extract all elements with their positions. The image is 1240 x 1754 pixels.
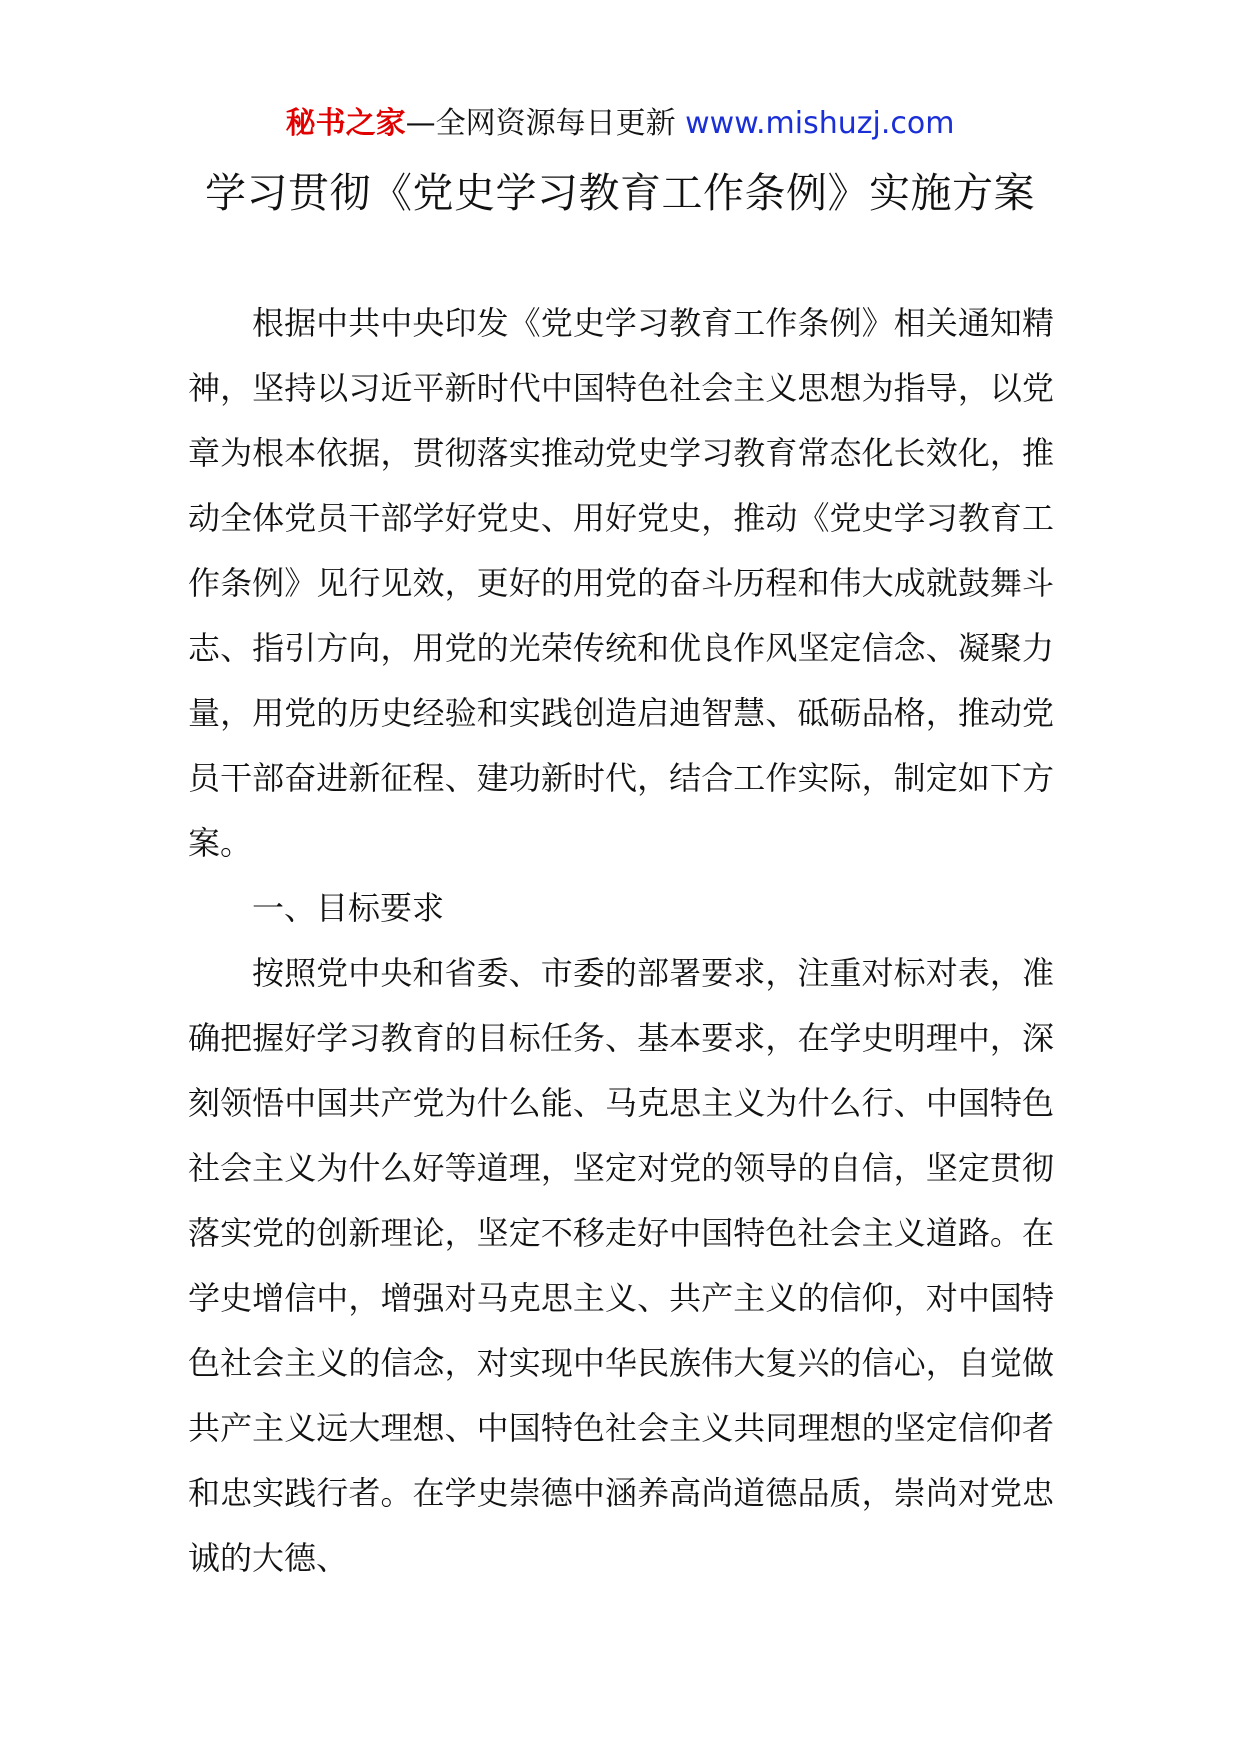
brand-name: 秘书之家 <box>285 106 406 141</box>
document-body <box>188 291 1054 1591</box>
banner-slogan: —全网资源每日更新 <box>405 106 686 141</box>
section-paragraph-goals: 按照党中央和省委、市委的部署要求，注重对标对表，准确把握好学习教育的目标任务、基本要求，在学史明理中，深刻领悟中国共产党为什么能、马克思主义为什么行、中国特色社会主义为什么好等道理，坚定对党的领导的自信，坚定贯彻落实党的创新理论，坚定不移走好中国特色社会主义道路。在学史增信中，增强对马克思主义、共产主义的信仰，对中国特色社会主义的信念，对实现中华民族伟大复兴的信心，自觉做共产主义远大理想、中国特色社会主义共同理想的坚定信仰者和忠实践行者。在学史崇德中涵养高尚道德品质，崇尚对党忠诚的大德、 <box>188 954 1054 1577</box>
intro-paragraph: 根据中共中央印发《党史学习教育工作条例》相关通知精神，坚持以习近平新时代中国特色社会主义思想为指导，以党章为根本依据，贯彻落实推动党史学习教育常态化长效化，推动全体党员干部学好党史、用好党史，推动《党史学习教育工作条例》见行见效，更好的用党的奋斗历程和伟大成就鼓舞斗志、指引方向，用党的光荣传统和优良作风坚定信念、凝聚力量，用党的历史经验和实践创造启迪智慧、砥砺品格，推动党员干部奋进新征程、建功新时代，结合工作实际，制定如下方案。 <box>188 304 1054 862</box>
source-banner <box>0 102 1240 146</box>
document-title: 学习贯彻《党史学习教育工作条例》实施方案 <box>205 169 1035 217</box>
site-url-link[interactable]: www.mishuzj.com <box>685 106 955 141</box>
section-heading-goals: 一、目标要求 <box>252 889 445 927</box>
